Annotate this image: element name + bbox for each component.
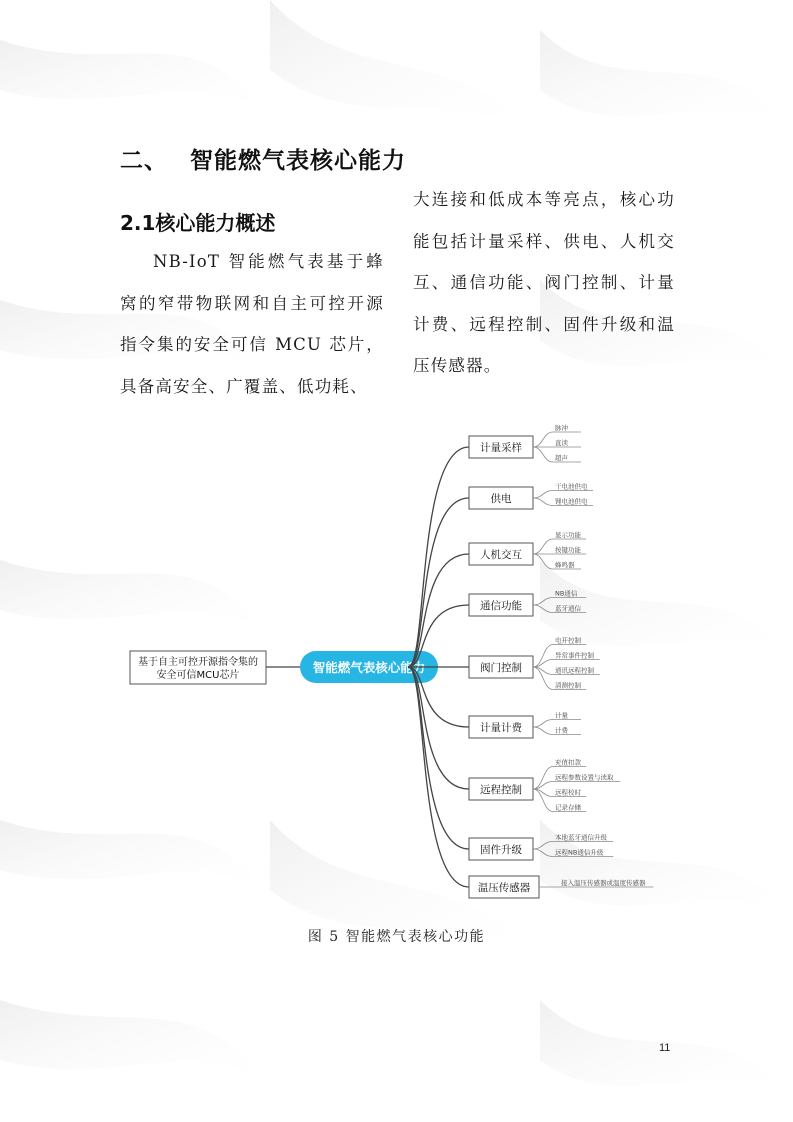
leaf-label: 远程NB通信升级 (555, 848, 604, 857)
left-node-text: 安全可信MCU芯片 (156, 670, 240, 681)
page-number: 11 (659, 1042, 671, 1054)
leaf-label: 计费 (555, 726, 568, 735)
leaf-label: 清测控制 (555, 681, 581, 690)
paragraph-right-column: 大连接和低成本等亮点，核心功能包括计量采样、供电、人机交互、通信功能、阀门控制、计量计费、远程控制、固件升级和温压传感器。 (413, 190, 675, 375)
leaf-connector (533, 727, 553, 735)
leaf-connector (533, 498, 553, 506)
figure-caption: 图 5 智能燃气表核心功能 (307, 929, 486, 945)
leaf-label: 接入温压传感器或温度传感器 (561, 879, 646, 887)
leaf-label: 显示功能 (555, 531, 581, 539)
leaf-label: NB通信 (555, 589, 578, 598)
branch-label: 通信功能 (480, 600, 522, 612)
leaf-connector (533, 849, 553, 857)
leaf-label: 异常事件控制 (555, 651, 594, 660)
core-capability-mindmap (120, 415, 680, 905)
leaf-connector (533, 842, 553, 850)
branch-label: 计量计费 (480, 722, 522, 734)
branch-connector (408, 667, 469, 887)
leaf-connector (533, 554, 553, 569)
leaf-connector (533, 539, 553, 554)
leaf-label: 蜂鸣器 (555, 561, 575, 569)
left-node-text: 基于自主可控开源指令集的 (138, 657, 258, 668)
leaf-label: 干电池供电 (555, 482, 588, 491)
leaf-label: 蓝牙通信 (555, 604, 581, 613)
leaf-label: 本地蓝牙通信升级 (555, 833, 607, 842)
leaf-label: 计量 (555, 711, 568, 720)
leaf-label: 充值扣款 (555, 758, 581, 767)
branch-label: 固件升级 (480, 844, 522, 856)
leaf-label: 记录存储 (555, 803, 581, 812)
branch-label: 计量采样 (480, 442, 522, 454)
leaf-label: 通讯远程控制 (555, 666, 594, 675)
leaf-connector (533, 432, 553, 447)
leaf-label: 按键功能 (555, 546, 581, 554)
paragraph-left-column: NB-IoT 智能燃气表基于蜂窝的窄带物联网和自主可控开源指令集的安全可信 MCU 芯片，具备高安全、广覆盖、低功耗、 (120, 252, 384, 396)
section-heading (120, 142, 406, 175)
leaf-connector (533, 491, 553, 499)
branch-label: 阀门控制 (480, 662, 522, 674)
branch-label: 温压传感器 (477, 882, 531, 894)
leaf-label: 远程校时 (555, 788, 581, 797)
leaf-connector (533, 598, 553, 606)
leaf-connector (533, 447, 553, 462)
leaf-label: 脉冲 (555, 424, 568, 432)
leaf-label: 锂电池供电 (555, 497, 588, 506)
subsection-heading: 2.1核心能力概述 (120, 211, 276, 235)
branch-label: 远程控制 (480, 784, 522, 796)
section-title: 智能燃气表核心能力 (190, 148, 406, 174)
branch-label: 供电 (490, 493, 512, 505)
leaf-label: 超声 (555, 454, 568, 462)
leaf-label: 电开控制 (555, 636, 581, 645)
leaf-label: 直读 (555, 439, 568, 447)
branch-connector (408, 447, 469, 667)
leaf-connector (533, 605, 553, 613)
leaf-label: 远程参数设置与读取 (555, 773, 614, 782)
leaf-connector (533, 720, 553, 728)
section-number: 二、 (120, 148, 168, 174)
root-node-text: 智能燃气表核心能力 (312, 660, 426, 675)
branch-label: 人机交互 (480, 549, 522, 561)
